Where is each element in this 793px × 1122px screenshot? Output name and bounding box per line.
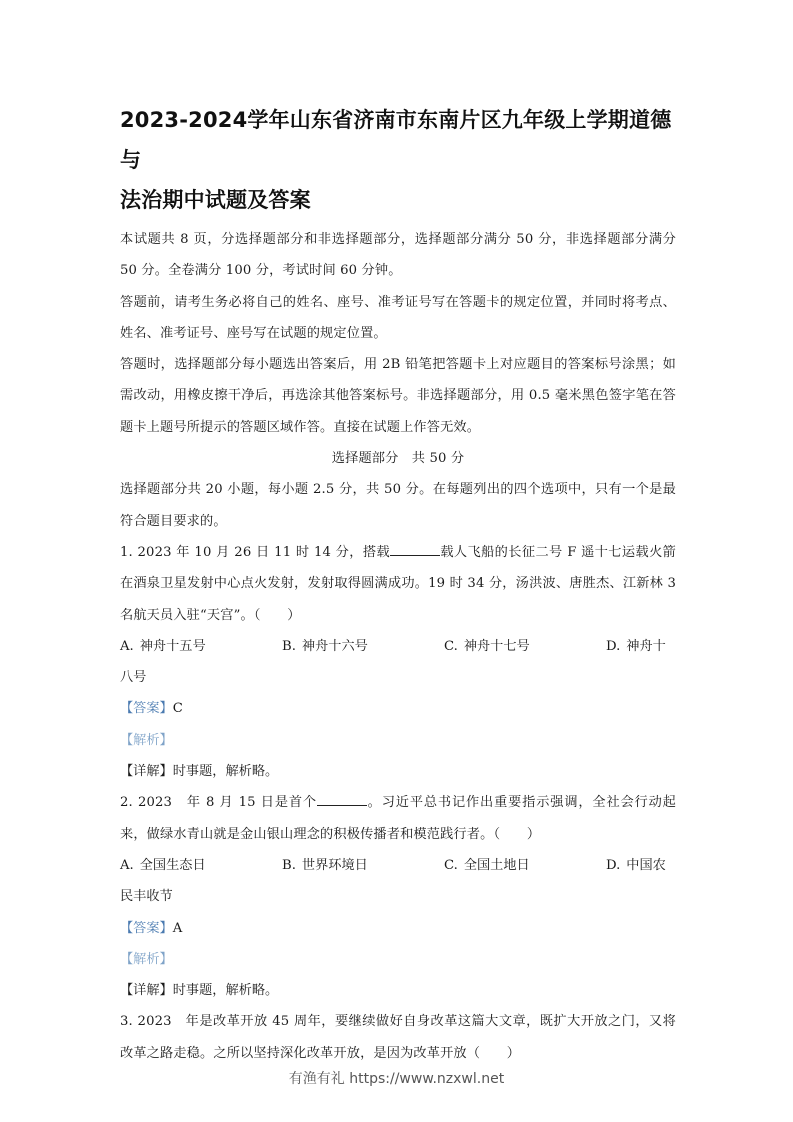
title-line-1: 2023-2024学年山东省济南市东南片区九年级上学期道德与 [120,108,672,172]
document-title [120,100,676,220]
option-d-continuation: 民丰收节 [120,889,173,905]
detail-label: 【详解】 [120,764,173,780]
instruction-paragraph-3: 答题时，选择题部分每小题选出答案后，用 2B 铅笔把答题卡上对应题目的答案标号涂黑；如需改动，用橡皮擦干净后，再选涂其他答案标号。非选择题部分，用 0.5 毫米黑色签字笔在答题卡上题号所提示的答题区域作答。直接在试题上作答无效。 [120,357,676,435]
stem-after-blank: 。习近平总书记作出重要指示强调，全社会行动起来，做绿水青山就是金山银山理念的积极传播者和模范践行者。（ ） [120,795,676,842]
option-b: B. 神舟十六号 [282,638,368,654]
analysis-line [120,725,676,756]
analysis-label: 【解析】 [120,951,173,967]
instruction-paragraph-1: 本试题共 8 页，分选择题部分和非选择题部分，选择题部分满分 50 分，非选择题部分满分 50 分。全卷满分 100 分，考试时间 60 分钟。 [120,232,676,279]
option-d: D. 中国农 [606,857,666,873]
question-number: 2. [120,795,133,811]
option-b: B. 世界环境日 [282,857,368,873]
section-heading: 选择题部分 共 50 分 [331,451,465,467]
question-3 [120,1006,676,1069]
options-row [120,631,676,662]
question-number: 1. [120,544,133,560]
answer-value: A [172,920,183,936]
question-number: 3. [120,1014,133,1030]
question-stem [120,537,676,631]
footer-watermark: 有渔有礼 https://www.nzxwl.net [288,1071,505,1087]
detail-line [120,756,676,787]
analysis-line [120,944,676,975]
option-c: C. 全国土地日 [444,857,530,873]
detail-text: 时事题，解析略。 [172,764,279,780]
detail-label: 【详解】 [120,983,173,999]
question-1 [120,537,676,787]
question-2 [120,787,676,1006]
stem-before-blank: 2023 年 8 月 15 日是首个 [132,795,317,811]
option-c: C. 神舟十七号 [444,638,530,654]
answer-line [120,913,676,944]
answer-label: 【答案】 [120,920,173,936]
fill-in-blank [390,542,440,556]
answer-value: C [172,701,183,717]
exam-page [120,100,676,1069]
question-stem [120,1006,676,1069]
section-intro: 选择题部分共 20 小题，每小题 2.5 分，共 50 分。在每题列出的四个选项中，只有一个是最符合题目要求的。 [120,482,676,529]
instruction-paragraph-2: 答题前，请考生务必将自己的姓名、座号、准考证号写在答题卡的规定位置，并同时将考点、姓名、准考证号、座号写在试题的规定位置。 [120,294,676,341]
question-stem [120,787,676,850]
analysis-label: 【解析】 [120,732,173,748]
option-d: D. 神舟十 [606,638,666,654]
options-row [120,850,676,881]
option-a: A. 神舟十五号 [120,638,206,654]
detail-text: 时事题，解析略。 [172,983,279,999]
detail-line [120,975,676,1006]
stem-text: 2023 年是改革开放 45 周年，要继续做好自身改革这篇大文章，既扩大开放之门，又将改革之路走稳。之所以坚持深化改革开放，是因为改革开放（ ） [120,1014,676,1061]
answer-label: 【答案】 [120,701,173,717]
option-a: A. 全国生态日 [120,857,206,873]
fill-in-blank [317,792,367,806]
option-d-continuation: 八号 [120,670,147,686]
stem-after-blank: 载人飞船的长征二号 F 遥十七运载火箭在酒泉卫星发射中心点火发射，发射取得圆满成功。19 时 34 分，汤洪波、唐胜杰、江新林 3 名航天员入驻“天宫”。（ ） [120,544,676,623]
stem-before-blank: 2023 年 10 月 26 日 11 时 14 分，搭载 [132,544,391,560]
answer-line [120,693,676,724]
title-line-2: 法治期中试题及答案 [120,188,311,212]
